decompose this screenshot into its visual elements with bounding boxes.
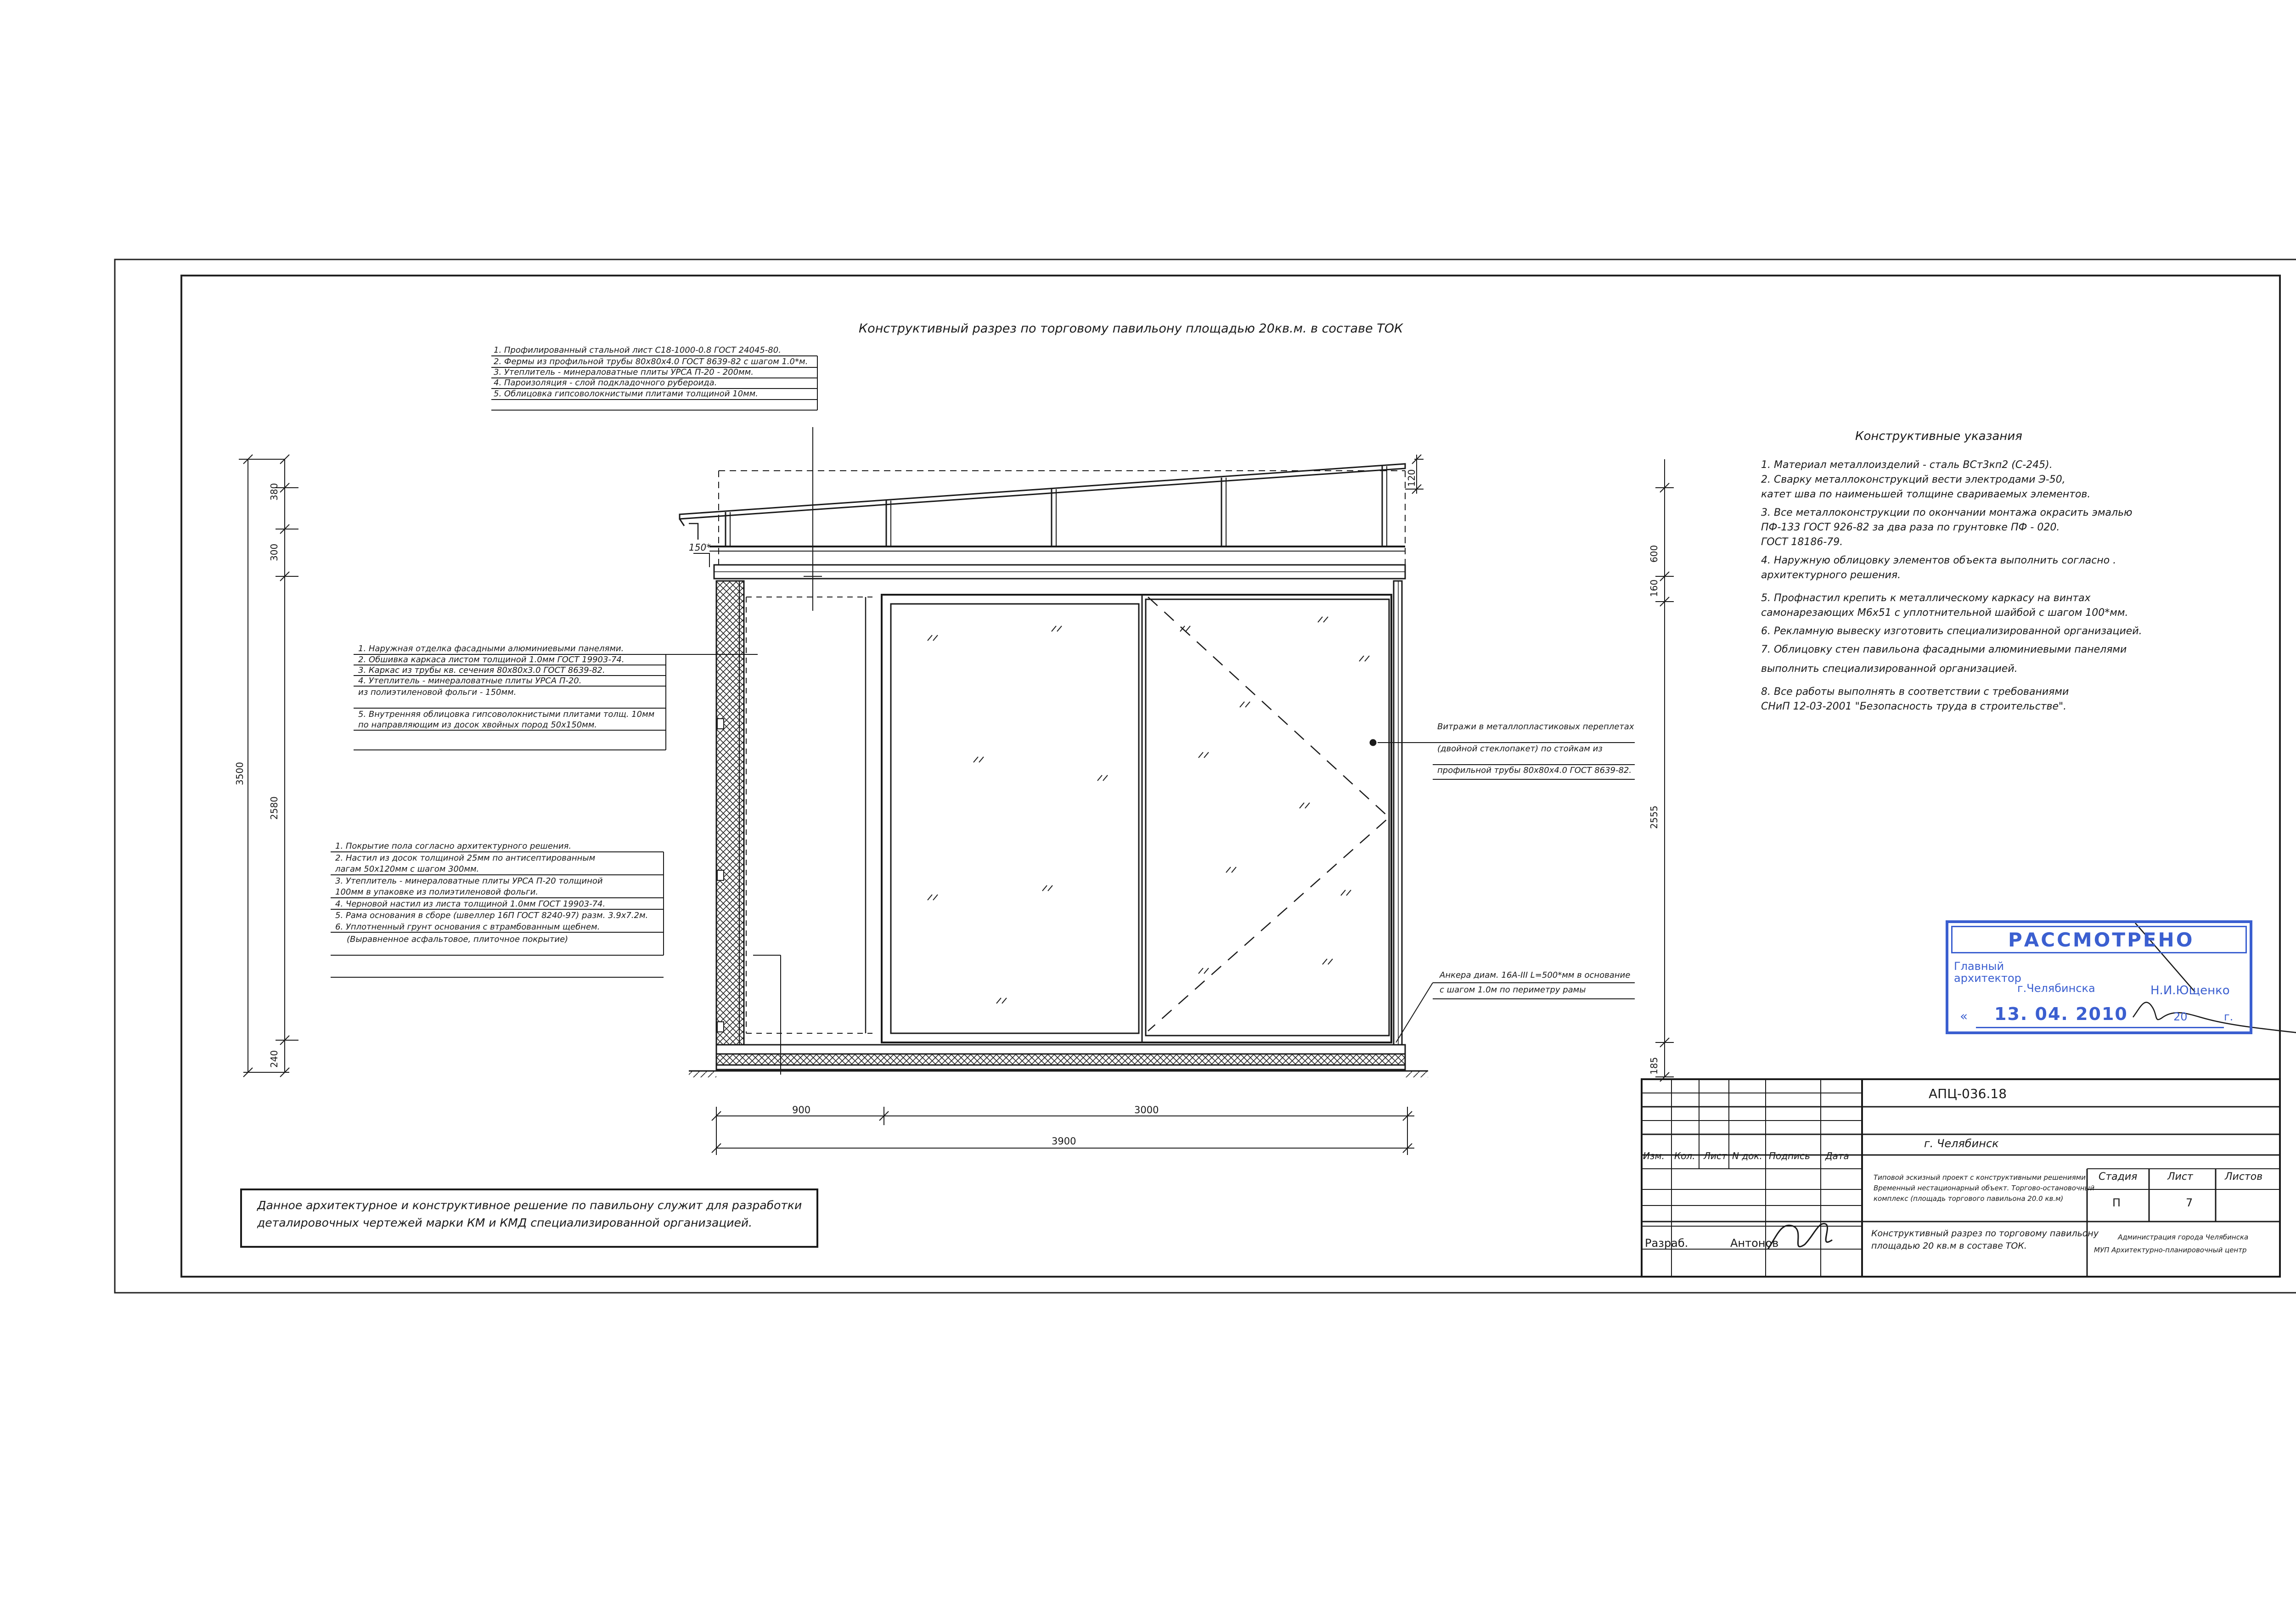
dim-bottom-900: 900 bbox=[792, 1104, 811, 1115]
dim-bottom-3000: 3000 bbox=[1134, 1104, 1159, 1115]
slope-label: 150* bbox=[689, 542, 711, 553]
wall-layer-5: 5. Внутренняя облицовка гипсоволокнистыми плитами толщ. 10мм bbox=[358, 710, 655, 719]
wall-layer-5-cont: по направляющим из досок хвойных пород 50х150мм. bbox=[358, 720, 597, 730]
stamp-year: 20 bbox=[2173, 1010, 2188, 1023]
note-7: 7. Облицовку стен павильона фасадными алюминиевыми панелями bbox=[1761, 644, 2127, 655]
dim-right-185: 185 bbox=[1649, 1057, 1660, 1075]
floor-layer-1: 1. Покрытие пола согласно архитектурного решения. bbox=[335, 841, 572, 851]
note-8: 8. Все работы выполнять в соответствии с требованиями bbox=[1761, 686, 2069, 698]
roof-layer-3: 3. Утеплитель - минераловатные плиты УРСА П-20 - 200мм. bbox=[494, 367, 754, 377]
dim-right-120: 120 bbox=[1406, 469, 1417, 487]
floor-layer-2-cont: лагам 50х120мм с шагом 300мм. bbox=[335, 864, 479, 874]
stamp-underline bbox=[1976, 1027, 2224, 1028]
note-4: 4. Наружную облицовку элементов объекта выполнить согласно . bbox=[1761, 555, 2116, 566]
wall-layer-2: 2. Обшивка каркаса листом толщиной 1.0мм ГОСТ 19903-74. bbox=[358, 655, 625, 665]
tb-col-data: Дата bbox=[1825, 1150, 1849, 1161]
tb-col-list: Лист bbox=[1704, 1150, 1727, 1161]
approval-stamp bbox=[1946, 920, 2252, 1034]
floor-layer-3: 3. Утеплитель - минераловатные плиты УРСА П-20 толщиной bbox=[335, 876, 603, 886]
dim-left-380: 380 bbox=[269, 483, 280, 501]
tb-city: г. Челябинск bbox=[1924, 1137, 1999, 1150]
tb-project-desc-2: Временный нестационарный объект. Торгово-остановочный bbox=[1874, 1184, 2095, 1192]
anchor-note-1: Анкера диам. 16А-III L=500*мм в основание bbox=[1440, 970, 1631, 980]
anchor-note-2: с шагом 1.0м по периметру рамы bbox=[1440, 985, 1586, 995]
vitrage-note-3: профильной трубы 80х80х4.0 ГОСТ 8639-82. bbox=[1437, 766, 1632, 775]
tb-stage-label: Стадия bbox=[2099, 1171, 2138, 1183]
floor-layer-6: 6. Уплотненный грунт основания с втрамбованным щебнем. bbox=[335, 922, 600, 932]
notes-heading: Конструктивные указания bbox=[1855, 429, 2022, 443]
tb-code: АПЦ-036.18 bbox=[1929, 1086, 2007, 1101]
note-6: 6. Рекламную вывеску изготовить специализированной организацией. bbox=[1761, 625, 2142, 637]
dim-right-160: 160 bbox=[1649, 579, 1660, 597]
note-8-cont: СНиП 12-03-2001 "Безопасность труда в строительстве". bbox=[1761, 701, 2067, 712]
tb-sheet-label: Лист bbox=[2167, 1171, 2193, 1183]
note-2-cont: катет шва по наименьшей толщине свариваемых элементов. bbox=[1761, 489, 2091, 500]
note-5: 5. Профнастил крепить к металлическому каркасу на винтах bbox=[1761, 592, 2091, 604]
stamp-year-g: г. bbox=[2224, 1010, 2234, 1023]
inner-frame bbox=[181, 276, 2280, 1277]
bottom-note-line-2: деталировочных чертежей марки КМ и КМД специализированной организацией. bbox=[257, 1216, 753, 1229]
stamp-role-2: архитектор bbox=[1954, 972, 2021, 985]
tb-col-izm: Изм. bbox=[1643, 1150, 1665, 1161]
roof-layer-5: 5. Облицовка гипсоволокнистыми плитами толщиной 10мм. bbox=[494, 389, 758, 399]
vitrage-note-table bbox=[1433, 743, 1635, 999]
bottom-dimension-chain bbox=[712, 1107, 1414, 1155]
dim-left-300: 300 bbox=[269, 543, 280, 561]
floor-layer-5: 5. Рама основания в сборе (швеллер 16П ГОСТ 8240-97) разм. 3.9х7.2м. bbox=[335, 911, 648, 920]
vitrage-note-2: (двойной стеклопакет) по стойкам из bbox=[1437, 744, 1603, 754]
wall-layer-1: 1. Наружная отделка фасадными алюминиевыми панелями. bbox=[358, 644, 624, 653]
pavilion-section bbox=[664, 427, 1433, 1077]
stamp-title: РАССМОТРЕНО bbox=[2008, 929, 2195, 951]
dim-right-2555: 2555 bbox=[1649, 806, 1660, 829]
note-4-cont: архитектурного решения. bbox=[1761, 569, 1901, 581]
tb-org-1: Администрация города Челябинска bbox=[2118, 1233, 2249, 1241]
vitrage-note-1: Витражи в металлопластиковых переплетах bbox=[1437, 722, 1634, 732]
dim-left-3500: 3500 bbox=[234, 762, 245, 785]
floor-layer-4: 4. Черновой настил из листа толщиной 1.0мм ГОСТ 19903-74. bbox=[335, 899, 606, 909]
stamp-name: Н.И.Ющенко bbox=[2150, 984, 2230, 997]
stamp-quote: « bbox=[1960, 1008, 1968, 1024]
wall-layer-4: 4. Утеплитель - минераловатные плиты УРСА П-20. bbox=[358, 676, 582, 686]
floor-layer-6-cont: (Выравненное асфальтовое, плиточное покрытие) bbox=[347, 935, 568, 944]
dim-left-2580: 2580 bbox=[269, 796, 280, 820]
tb-col-kol: Кол. bbox=[1674, 1150, 1695, 1161]
tb-col-podpis: Подпись bbox=[1769, 1150, 1810, 1161]
tb-sheet-desc-2: площадью 20 кв.м в составе ТОК. bbox=[1871, 1241, 2027, 1251]
wall-layer-3: 3. Каркас из трубы кв. сечения 80х80х3.0 ГОСТ 8639-82. bbox=[358, 665, 605, 675]
bottom-note-line-1: Данное архитектурное и конструктивное решение по павильону служит для разработки bbox=[257, 1199, 802, 1212]
note-3-cont-2: ГОСТ 18186-79. bbox=[1761, 536, 1843, 548]
wall-layer-4-cont: из полиэтиленовой фольги - 150мм. bbox=[358, 687, 517, 697]
tb-project-desc-3: комплекс (площадь торгового павильона 20.0 кв.м) bbox=[1874, 1194, 2064, 1203]
note-3-cont: ПФ-133 ГОСТ 926-82 за два раза по грунтовке ПФ - 020. bbox=[1761, 522, 2060, 533]
note-2: 2. Сварку металлоконструкций вести электродами Э-50, bbox=[1761, 474, 2065, 485]
note-5-cont: самонарезающих М6х51 с уплотнительной шайбой с шагом 100*мм. bbox=[1761, 607, 2128, 619]
dim-right-600: 600 bbox=[1649, 545, 1660, 563]
tb-project-desc-1: Типовой эскизный проект с конструктивными решениями bbox=[1874, 1173, 2086, 1182]
tb-col-ndok: N док. bbox=[1732, 1150, 1762, 1161]
stamp-city: г.Челябинска bbox=[2017, 982, 2095, 995]
tb-dev-name: Антонов bbox=[1730, 1237, 1779, 1250]
tb-org-2: МУП Архитектурно-планировочный центр bbox=[2094, 1246, 2247, 1254]
stamp-role-1: Главный bbox=[1954, 960, 2004, 973]
tb-sheets-label: Листов bbox=[2225, 1171, 2263, 1183]
floor-layer-2: 2. Настил из досок толщиной 25мм по антисептированным bbox=[335, 853, 596, 863]
dim-left-240: 240 bbox=[269, 1050, 280, 1068]
roof-layer-2: 2. Фермы из профильной трубы 80х80х4.0 ГОСТ 8639-82 с шагом 1.0*м. bbox=[494, 357, 808, 366]
tb-dev-label: Разраб. bbox=[1645, 1237, 1688, 1250]
tb-stage: П bbox=[2112, 1196, 2121, 1209]
floor-layer-3-cont: 100мм в упаковке из полиэтиленовой фольги. bbox=[335, 887, 539, 897]
stamp-date: 13. 04. 2010 bbox=[1994, 1004, 2128, 1024]
roof-layer-4: 4. Пароизоляция - слой подкладочного рубероида. bbox=[494, 378, 717, 388]
note-7-cont: выполнить специализированной организацией. bbox=[1761, 663, 2018, 675]
roof-layer-1: 1. Профилированный стальной лист С18-1000-0.8 ГОСТ 24045-80. bbox=[494, 345, 781, 355]
tb-sheet-desc-1: Конструктивный разрез по торговому павильону bbox=[1871, 1228, 2099, 1239]
note-3: 3. Все металлоконструкции по окончании монтажа окрасить эмалью bbox=[1761, 507, 2133, 518]
dim-bottom-3900: 3900 bbox=[1052, 1136, 1076, 1147]
note-1: 1. Материал металлоизделий - сталь ВСт3кп2 (С-245). bbox=[1761, 459, 2053, 471]
tb-sheet: 7 bbox=[2186, 1196, 2193, 1209]
drawing-title: Конструктивный разрез по торговому павильону площадью 20кв.м. в составе ТОК bbox=[859, 321, 1403, 336]
